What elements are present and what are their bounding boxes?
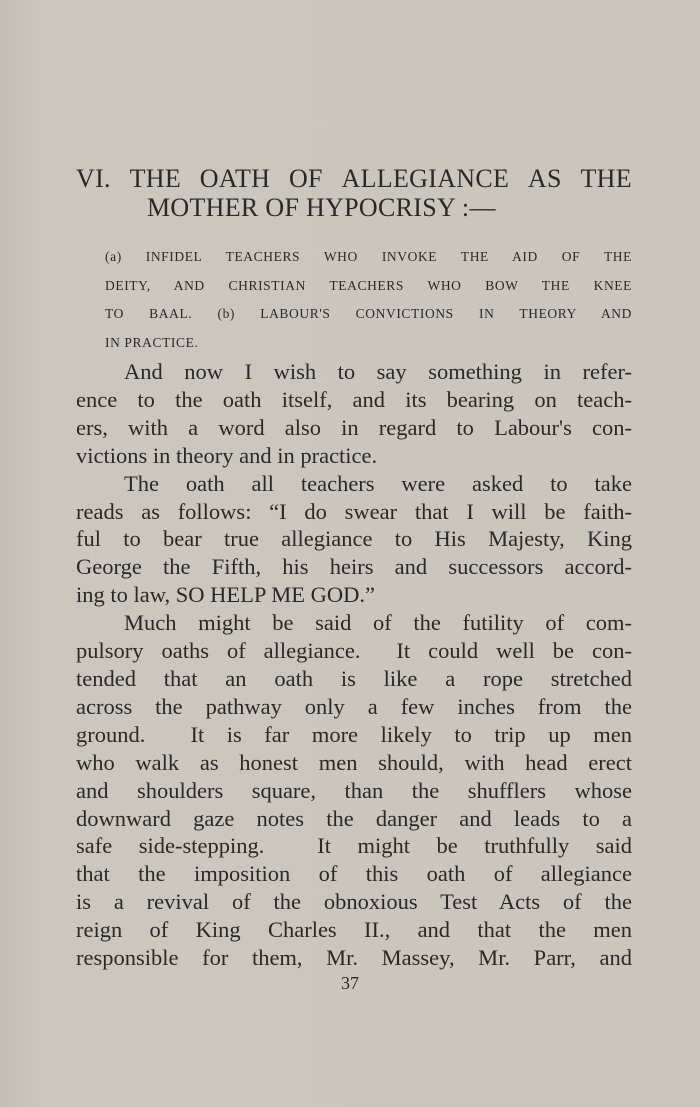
chapter-heading-line-2: MOTHER OF HYPOCRISY :— xyxy=(147,193,496,222)
text-line: responsible for them, Mr. Massey, Mr. Parr, and xyxy=(76,945,632,971)
heading-word: THE xyxy=(129,164,182,193)
chapter-summary xyxy=(105,243,632,357)
heading-word: THE xyxy=(580,164,632,193)
text-line: safe side-stepping. It might be truthfully said xyxy=(76,833,632,859)
text-line: reign of King Charles II., and that the men xyxy=(76,917,632,943)
text-line: is a revival of the obnoxious Test Acts of the xyxy=(76,889,632,915)
text-line: who walk as honest men should, with head erect xyxy=(76,749,632,775)
text-line: ence to the oath itself, and its bearing on teach- xyxy=(76,386,632,412)
summary-line: TO BAAL. (b) LABOUR'S CONVICTIONS IN THEORY AND xyxy=(105,306,632,321)
page-number: 37 xyxy=(341,973,359,993)
text-line: And now I wish to say something in refer- xyxy=(124,359,632,384)
heading-word: OATH xyxy=(199,164,271,193)
text-line: reads as follows: “I do swear that I will be faith- xyxy=(76,498,632,524)
text-line: ing to law, SO HELP ME GOD.” xyxy=(76,582,375,608)
text-line: ground. It is far more likely to trip up men xyxy=(76,721,632,747)
heading-word: AS xyxy=(527,164,562,193)
text-line: The oath all teachers were asked to take xyxy=(124,470,632,496)
text-line: that the imposition of this oath of allegiance xyxy=(76,861,632,887)
summary-line: IN PRACTICE. xyxy=(105,334,199,350)
text-line: victions in theory and in practice. xyxy=(76,442,378,468)
text-line: Much might be said of the futility of com- xyxy=(124,610,632,636)
text-line: ers, with a word also in regard to Labour's con- xyxy=(76,414,632,440)
text-line: ful to bear true allegiance to His Majesty, King xyxy=(76,526,632,552)
body-text xyxy=(76,358,632,972)
heading-word: OF xyxy=(288,164,323,193)
text-line: and shoulders square, than the shufflers whose xyxy=(76,777,632,803)
text-line: George the Fifth, his heirs and successors accord- xyxy=(76,554,632,580)
chapter-heading xyxy=(76,164,632,222)
text-line: tended that an oath is like a rope stretched xyxy=(76,665,632,691)
summary-line: DEITY, AND CHRISTIAN TEACHERS WHO BOW THE KNEE xyxy=(105,277,632,293)
heading-word: ALLEGIANCE xyxy=(341,164,510,193)
text-line: pulsory oaths of allegiance. It could well be con- xyxy=(76,638,632,664)
text-line: across the pathway only a few inches from the xyxy=(76,693,632,719)
summary-line: (a) INFIDEL TEACHERS WHO INVOKE THE AID OF THE xyxy=(105,249,632,264)
heading-word: VI. xyxy=(76,164,111,193)
text-line: downward gaze notes the danger and leads to a xyxy=(76,805,632,831)
chapter-heading-line-1 xyxy=(76,164,632,193)
